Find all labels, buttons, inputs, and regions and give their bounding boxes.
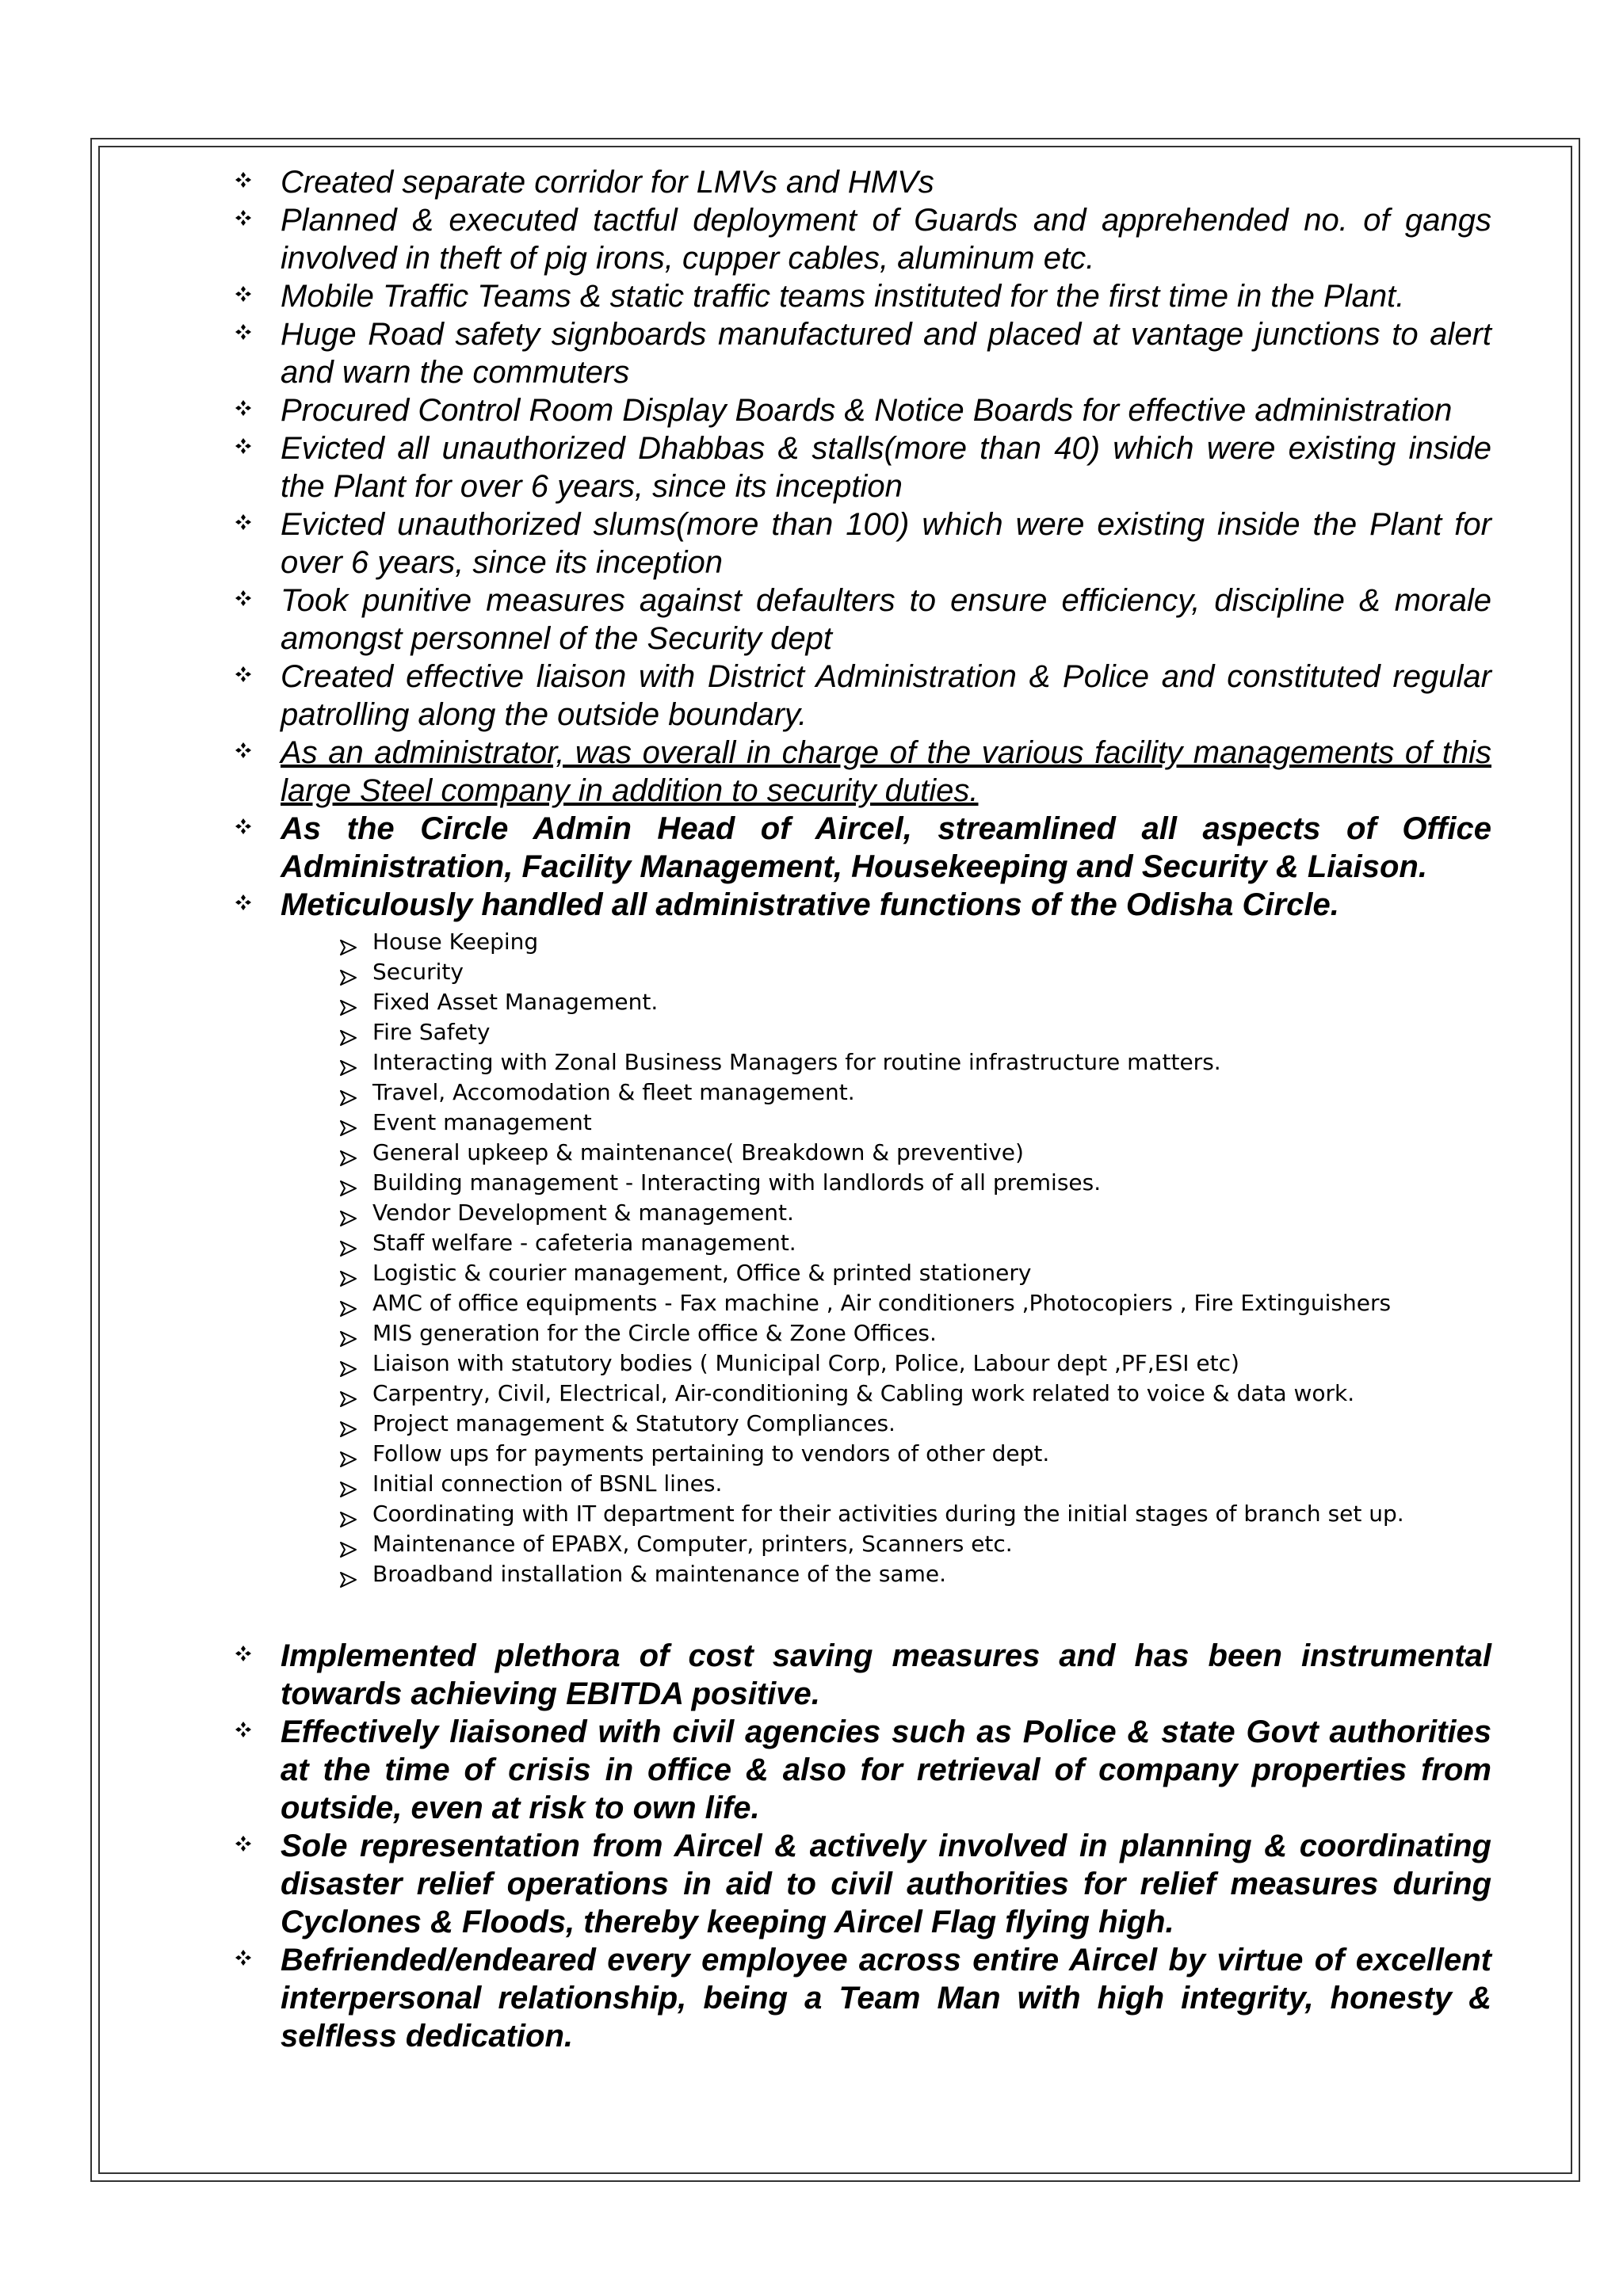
diamond-bullet-icon [235, 1949, 252, 1971]
diamond-bullet-icon [235, 399, 252, 421]
sub-list-item [339, 957, 1491, 987]
diamond-bullet-icon [235, 209, 252, 231]
sub-list-item [339, 1499, 1491, 1529]
diamond-bullet-icon [235, 437, 252, 460]
list-item-text: Created separate corridor for LMVs and HMVs [281, 165, 934, 200]
sub-list-item [339, 1348, 1491, 1379]
diamond-bullet-icon [235, 285, 252, 307]
list-item [230, 1941, 1491, 2055]
sub-list-item [339, 1288, 1491, 1318]
list-item [230, 810, 1491, 886]
diamond-bullet-icon [235, 171, 252, 193]
arrow-bullet-icon [339, 963, 358, 981]
list-item-text: Evicted all unauthorized Dhabbas & stalls(more than 40) which were existing inside the Plant for over 6 years, since its inception [281, 431, 1491, 504]
section-spacer [230, 1589, 1491, 1637]
sub-list-item-text: Interacting with Zonal Business Managers for routine infrastructure matters. [372, 1049, 1221, 1075]
list-item [230, 886, 1491, 924]
sub-list-item-text: Staff welfare - cafeteria management. [372, 1230, 796, 1256]
sub-list-item-text: Building management - Interacting with landlords of all premises. [372, 1169, 1102, 1196]
arrow-bullet-icon [339, 1024, 358, 1041]
sub-list-item-text: Liaison with statutory bodies ( Municipal Corp, Police, Labour dept ,PF,ESI etc) [372, 1350, 1239, 1376]
sub-list-item-text: Vendor Development & management. [372, 1199, 794, 1226]
list-item-text: Evicted unauthorized slums(more than 100) which were existing inside the Plant for over 6 years, since its inception [281, 507, 1491, 580]
sub-list-item-text: Initial connection of BSNL lines. [372, 1470, 723, 1497]
sub-list-item-text: Follow ups for payments pertaining to vendors of other dept. [372, 1440, 1050, 1466]
sub-list-item-text: General upkeep & maintenance( Breakdown & preventive) [372, 1139, 1024, 1165]
list-item [230, 582, 1491, 658]
arrow-bullet-icon [339, 1505, 358, 1523]
list-item [230, 658, 1491, 734]
list-item-text: Meticulously handled all administrative functions of the Odisha Circle. [281, 887, 1339, 922]
list-item [230, 734, 1491, 810]
diamond-bullet-icon [235, 1721, 252, 1743]
sub-list-item [339, 1047, 1491, 1077]
document-body [230, 163, 1491, 2055]
list-item-text: Implemented plethora of cost saving measures and has been instrumental towards achieving EBITDA positive. [281, 1638, 1491, 1711]
arrow-bullet-icon [339, 1566, 358, 1583]
sub-list-item [339, 1258, 1491, 1288]
list-item-text: Huge Road safety signboards manufactured and placed at vantage junctions to alert and warn the commuters [281, 317, 1491, 390]
arrow-bullet-icon [339, 1204, 358, 1222]
diamond-bullet-icon [235, 1645, 252, 1667]
diamond-bullet-icon [235, 323, 252, 345]
sub-list-item [339, 1077, 1491, 1108]
list-item-text: Effectively liaisoned with civil agencies such as Police & state Govt authorities at the time of crisis in office & also for retrieval of company properties from outside, even at risk to own life. [281, 1714, 1491, 1825]
arrow-bullet-icon [339, 1295, 358, 1312]
arrow-bullet-icon [339, 1325, 358, 1342]
sub-list-item-text: House Keeping [372, 929, 539, 955]
sub-list-item [339, 1017, 1491, 1047]
arrow-bullet-icon [339, 1234, 358, 1252]
diamond-bullet-icon [235, 818, 252, 840]
arrow-bullet-icon [339, 1174, 358, 1192]
list-item-text: Sole representation from Aircel & actively involved in planning & coordinating disaster relief operations in aid to civil authorities for relief measures during Cyclones & Floods, thereby keeping Aircel Flag flying high. [281, 1829, 1491, 1939]
arrow-bullet-icon [339, 1385, 358, 1402]
list-item [230, 391, 1491, 429]
arrow-bullet-icon [339, 1445, 358, 1463]
arrow-bullet-icon [339, 1355, 358, 1372]
arrow-bullet-icon [339, 1535, 358, 1553]
list-item [230, 1713, 1491, 1827]
sub-list-item-text: Project management & Statutory Compliances. [372, 1410, 896, 1436]
list-item-text: As the Circle Admin Head of Aircel, streamlined all aspects of Office Administration, Facility Management, Housekeeping and Security & Liaison. [281, 811, 1491, 884]
arrow-bullet-icon [339, 1415, 358, 1432]
sub-list-item [339, 1318, 1491, 1348]
sub-list-item [339, 927, 1491, 957]
list-item-text: Befriended/endeared every employee across entire Aircel by virtue of excellent interpersonal relationship, being a Team Man with high integrity, honesty & selfless dedication. [281, 1943, 1491, 2054]
diamond-bullet-icon [235, 589, 252, 612]
list-item [230, 1827, 1491, 1941]
sub-list-item [339, 1529, 1491, 1559]
arrow-bullet-icon [339, 1084, 358, 1101]
sub-list-item [339, 1559, 1491, 1589]
arrow-bullet-icon [339, 933, 358, 951]
diamond-bullet-icon [235, 894, 252, 916]
list-item-text: Created effective liaison with District Administration & Police and constituted regular patrolling along the outside boundary. [281, 659, 1491, 732]
diamond-bullet-icon [235, 742, 252, 764]
list-item-text: As an administrator, was overall in charge of the various facility managements of this large Steel company in addition to security duties. [281, 735, 1491, 808]
achievements-list-b [230, 1637, 1491, 2055]
sub-list-item-text: AMC of office equipments - Fax machine , Air conditioners ,Photocopiers , Fire Extinguishers [372, 1290, 1392, 1316]
sub-list-item [339, 1198, 1491, 1228]
list-item [230, 201, 1491, 277]
arrow-bullet-icon [339, 1144, 358, 1161]
diamond-bullet-icon [235, 513, 252, 536]
sub-list-item [339, 1439, 1491, 1469]
list-item [230, 315, 1491, 391]
diamond-bullet-icon [235, 666, 252, 688]
sub-list-item [339, 1168, 1491, 1198]
arrow-bullet-icon [339, 1054, 358, 1071]
list-item-text: Procured Control Room Display Boards & Notice Boards for effective administration [281, 393, 1453, 428]
sub-list-item-text: Security [372, 959, 464, 985]
sub-list-item [339, 1108, 1491, 1138]
arrow-bullet-icon [339, 1475, 358, 1493]
sub-list-item [339, 1409, 1491, 1439]
sub-list-item-text: Event management [372, 1109, 592, 1135]
list-item [230, 1637, 1491, 1713]
sub-list-item-text: Maintenance of EPABX, Computer, printers, Scanners etc. [372, 1531, 1013, 1557]
sub-list-item-text: Broadband installation & maintenance of the same. [372, 1561, 946, 1587]
admin-functions-list [230, 927, 1491, 1589]
sub-list-item [339, 1379, 1491, 1409]
list-item [230, 277, 1491, 315]
sub-list-item-text: MIS generation for the Circle office & Zone Offices. [372, 1320, 937, 1346]
sub-list-item-text: Fixed Asset Management. [372, 989, 659, 1015]
diamond-bullet-icon [235, 1835, 252, 1857]
sub-list-item-text: Logistic & courier management, Office & printed stationery [372, 1260, 1032, 1286]
sub-list-item [339, 1138, 1491, 1168]
sub-list-item-text: Coordinating with IT department for their activities during the initial stages of branch set up. [372, 1501, 1404, 1527]
sub-list-item-text: Travel, Accomodation & fleet management. [372, 1079, 855, 1105]
sub-list-item [339, 987, 1491, 1017]
arrow-bullet-icon [339, 1114, 358, 1131]
list-item [230, 505, 1491, 582]
list-item-text: Mobile Traffic Teams & static traffic teams instituted for the first time in the Plant. [281, 279, 1405, 314]
sub-list-item [339, 1228, 1491, 1258]
achievements-list-a [230, 163, 1491, 924]
list-item-text: Planned & executed tactful deployment of Guards and apprehended no. of gangs involved in theft of pig irons, cupper cables, aluminum etc. [281, 203, 1491, 276]
arrow-bullet-icon [339, 994, 358, 1011]
list-item-text: Took punitive measures against defaulters to ensure efficiency, discipline & morale amongst personnel of the Security dept [281, 583, 1491, 656]
arrow-bullet-icon [339, 1264, 358, 1282]
list-item [230, 163, 1491, 201]
list-item [230, 429, 1491, 505]
sub-list-item [339, 1469, 1491, 1499]
sub-list-item-text: Carpentry, Civil, Electrical, Air-conditioning & Cabling work related to voice & data work. [372, 1380, 1355, 1406]
sub-list-item-text: Fire Safety [372, 1019, 491, 1045]
